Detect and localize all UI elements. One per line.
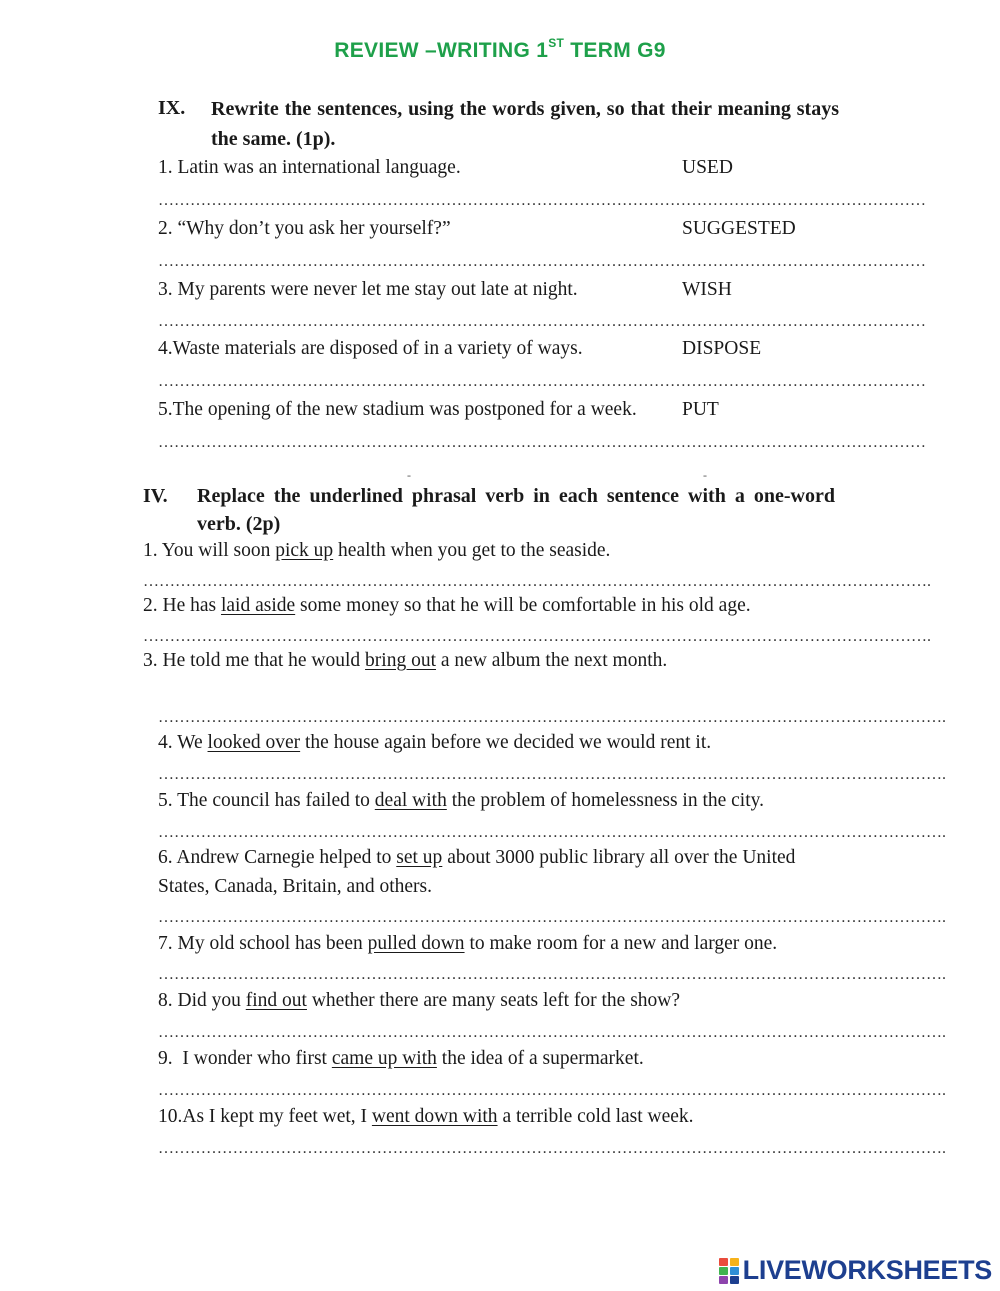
ix-answer-line-4[interactable]: ……………………………………………………………………………………………………………………………… bbox=[158, 373, 926, 390]
iv-answer-line-8[interactable]: …………………………………………………………………………………………………………………………………. bbox=[158, 1024, 946, 1041]
iv-answer-line-10[interactable]: …………………………………………………………………………………………………………………………………. bbox=[158, 1140, 946, 1157]
underlined-phrasal-verb: looked over bbox=[207, 732, 301, 753]
iv-question-4: 4. We looked over the house again before we decided we would rent it. bbox=[158, 732, 712, 753]
ix-question-5: 5.The opening of the new stadium was postponed for a week. bbox=[158, 399, 637, 420]
separator-mark: - bbox=[703, 468, 707, 482]
iv-question-8: 8. Did you find out whether there are many seats left for the show? bbox=[158, 990, 681, 1011]
ix-answer-line-3[interactable]: ……………………………………………………………………………………………………………………………… bbox=[158, 313, 926, 330]
underlined-phrasal-verb: pulled down bbox=[367, 933, 465, 954]
ix-answer-line-1[interactable]: ……………………………………………………………………………………………………………………………… bbox=[158, 192, 926, 209]
iv-answer-line-5[interactable]: …………………………………………………………………………………………………………………………………. bbox=[158, 824, 946, 841]
iv-question-7: 7. My old school has been pulled down to make room for a new and larger one. bbox=[158, 933, 778, 954]
iv-question-5: 5. The council has failed to deal with the problem of homelessness in the city. bbox=[158, 790, 764, 811]
liveworksheets-wordmark: LIVEWORKSHEETS bbox=[742, 1254, 992, 1285]
iv-question-3: 3. He told me that he would bring out a new album the next month. bbox=[143, 650, 668, 671]
ix-question-3: 3. My parents were never let me stay out late at night. bbox=[158, 279, 578, 300]
iv-question-1: 1. You will soon pick up health when you get to the seaside. bbox=[143, 540, 611, 561]
iv-answer-line-6[interactable]: …………………………………………………………………………………………………………………………………. bbox=[158, 909, 946, 926]
iv-question-6-line-2: States, Canada, Britain, and others. bbox=[158, 876, 433, 897]
underlined-phrasal-verb: bring out bbox=[365, 650, 437, 671]
ix-question-4: 4.Waste materials are disposed of in a variety of ways. bbox=[158, 338, 583, 359]
ix-answer-line-5[interactable]: ……………………………………………………………………………………………………………………………… bbox=[158, 434, 926, 451]
separator-mark: - bbox=[407, 468, 411, 482]
iv-question-10: 10.As I kept my feet wet, I went down with a terrible cold last week. bbox=[158, 1106, 694, 1127]
section-iv-number: IV. bbox=[143, 485, 168, 507]
page-title: REVIEW –WRITING 1ST TERM G9 bbox=[334, 36, 666, 62]
underlined-phrasal-verb: laid aside bbox=[220, 595, 296, 616]
ix-keyword-1: USED bbox=[682, 157, 733, 178]
underlined-phrasal-verb: came up with bbox=[331, 1048, 437, 1069]
section-iv-instruction: Replace the underlined phrasal verb in each sentence with a one-word verb. (2p) bbox=[197, 485, 835, 535]
underlined-phrasal-verb: deal with bbox=[374, 790, 447, 811]
ix-answer-line-2[interactable]: ……………………………………………………………………………………………………………………………… bbox=[158, 253, 926, 270]
liveworksheets-logo-icon bbox=[719, 1256, 741, 1284]
ix-question-1: 1. Latin was an international language. bbox=[158, 157, 461, 178]
ix-keyword-4: DISPOSE bbox=[682, 338, 762, 359]
iv-answer-line-7[interactable]: …………………………………………………………………………………………………………………………………. bbox=[158, 966, 946, 983]
underlined-phrasal-verb: went down with bbox=[371, 1106, 498, 1127]
section-ix-instruction: Rewrite the sentences, using the words given, so that their meaning stays the same. (1p). bbox=[211, 98, 839, 150]
iv-answer-line-3[interactable]: …………………………………………………………………………………………………………………………………. bbox=[158, 709, 946, 726]
iv-question-6: 6. Andrew Carnegie helped to set up about 3000 public library all over the United bbox=[158, 847, 796, 868]
liveworksheets-logo[interactable] bbox=[719, 1254, 992, 1286]
ix-keyword-2: SUGGESTED bbox=[682, 218, 796, 239]
iv-answer-line-9[interactable]: …………………………………………………………………………………………………………………………………. bbox=[158, 1082, 946, 1099]
ix-question-2: 2. “Why don’t you ask her yourself?” bbox=[158, 218, 451, 239]
underlined-phrasal-verb: pick up bbox=[275, 540, 334, 561]
iv-question-9: 9. I wonder who first came up with the idea of a supermarket. bbox=[158, 1048, 644, 1069]
section-ix-number: IX. bbox=[158, 97, 186, 119]
iv-question-2: 2. He has laid aside some money so that he will be comfortable in his old age. bbox=[143, 595, 751, 616]
iv-answer-line-4[interactable]: …………………………………………………………………………………………………………………………………. bbox=[158, 766, 946, 783]
underlined-phrasal-verb: set up bbox=[396, 847, 443, 868]
iv-answer-line-2[interactable]: …………………………………………………………………………………………………………………………………. bbox=[143, 628, 931, 645]
ix-keyword-5: PUT bbox=[682, 399, 719, 420]
iv-answer-line-1[interactable]: …………………………………………………………………………………………………………………………………. bbox=[143, 573, 931, 590]
ix-keyword-3: WISH bbox=[682, 279, 732, 300]
underlined-phrasal-verb: find out bbox=[245, 990, 307, 1011]
